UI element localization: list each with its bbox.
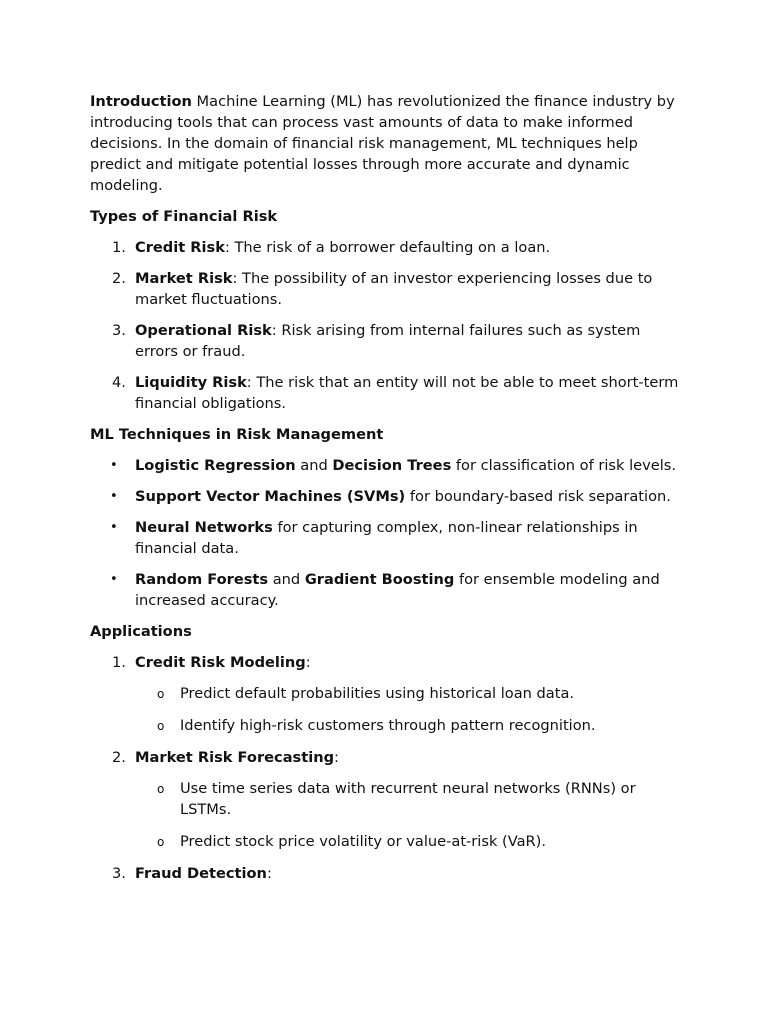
bullet-term: Random Forests bbox=[135, 571, 269, 588]
list-text: : The possibility of an investor experiencing losses due to market fluctuations. bbox=[135, 270, 653, 308]
types-heading: Types of Financial Risk bbox=[90, 208, 278, 225]
sub-bullet-icon: o bbox=[157, 687, 165, 701]
bullet-icon: • bbox=[110, 458, 118, 473]
list-term: Operational Risk bbox=[135, 322, 272, 339]
sub-list-item bbox=[90, 778, 682, 820]
list-item-fraud-detection bbox=[90, 863, 682, 884]
sub-list-item bbox=[90, 831, 682, 852]
intro-label: Introduction bbox=[90, 93, 192, 110]
list-suffix: : bbox=[334, 749, 339, 766]
list-term: Market Risk bbox=[135, 270, 233, 287]
sub-list-item bbox=[90, 683, 682, 704]
list-suffix: : bbox=[266, 865, 272, 882]
bullet-icon: • bbox=[110, 489, 118, 504]
intro-text: Machine Learning (ML) has revolutionized the finance industry by introducing tools that can process vast amounts of data to make informed decisions. In the domain of financial risk management, ML techniques help predict and mitigate potential losses through more accurate and dynamic modeling. bbox=[90, 93, 675, 194]
document-body bbox=[90, 91, 682, 894]
bullet-icon: • bbox=[110, 520, 118, 535]
bullet-text: for boundary-based risk separation. bbox=[405, 488, 671, 505]
techniques-heading: ML Techniques in Risk Management bbox=[90, 426, 384, 443]
bullet-joiner: and bbox=[268, 571, 305, 588]
list-number: 1. bbox=[112, 239, 126, 256]
list-term: Credit Risk bbox=[135, 239, 225, 256]
bullet-item-neural-networks bbox=[90, 517, 682, 559]
bullet-joiner: and bbox=[295, 457, 333, 474]
sub-list-text: Identify high-risk customers through pattern recognition. bbox=[180, 717, 596, 734]
bullet-item-random-forests bbox=[90, 569, 682, 611]
list-number: 2. bbox=[112, 749, 126, 766]
bullet-term: Decision Trees bbox=[332, 457, 452, 474]
list-item-liquidity-risk bbox=[90, 372, 682, 414]
sub-list-item bbox=[90, 715, 682, 736]
list-text: : The risk that an entity will not be able to meet short-term financial obligations. bbox=[135, 374, 679, 412]
bullet-term: Logistic Regression bbox=[135, 457, 296, 474]
list-number: 3. bbox=[112, 322, 126, 339]
bullet-term: Gradient Boosting bbox=[304, 571, 455, 588]
list-item-operational-risk bbox=[90, 320, 682, 362]
bullet-text: for classification of risk levels. bbox=[451, 457, 677, 474]
list-item-credit-risk bbox=[90, 237, 682, 258]
list-number: 3. bbox=[112, 865, 126, 882]
intro-paragraph bbox=[90, 91, 682, 196]
list-suffix: : bbox=[305, 654, 311, 671]
bullet-text: for capturing complex, non-linear relationships in financial data. bbox=[135, 519, 638, 557]
bullet-term: Neural Networks bbox=[135, 519, 273, 536]
bullet-term: Support Vector Machines (SVMs) bbox=[135, 488, 406, 505]
bullet-text: for ensemble modeling and increased accuracy. bbox=[135, 571, 660, 609]
sub-bullet-icon: o bbox=[157, 782, 165, 796]
list-term: Credit Risk Modeling bbox=[135, 654, 306, 671]
list-text: : The risk of a borrower defaulting on a loan. bbox=[224, 239, 551, 256]
list-number: 1. bbox=[112, 654, 126, 671]
list-number: 2. bbox=[112, 270, 126, 287]
sub-list-text: Use time series data with recurrent neural networks (RNNs) or LSTMs. bbox=[180, 780, 636, 818]
sub-bullet-icon: o bbox=[157, 719, 165, 733]
list-item-market-risk-forecasting bbox=[90, 747, 682, 768]
bullet-item-logistic-regression bbox=[90, 455, 682, 476]
list-item-credit-risk-modeling bbox=[90, 652, 682, 673]
list-term: Liquidity Risk bbox=[135, 374, 247, 391]
list-item-market-risk bbox=[90, 268, 682, 310]
bullet-icon: • bbox=[110, 572, 118, 587]
bullet-item-svm bbox=[90, 486, 682, 507]
sub-list-text: Predict stock price volatility or value-at-risk (VaR). bbox=[180, 833, 547, 850]
list-number: 4. bbox=[112, 374, 126, 391]
list-term: Market Risk Forecasting bbox=[135, 749, 335, 766]
applications-heading: Applications bbox=[90, 623, 192, 640]
list-term: Fraud Detection bbox=[135, 865, 267, 882]
sub-list-text: Predict default probabilities using historical loan data. bbox=[180, 685, 575, 702]
sub-bullet-icon: o bbox=[157, 835, 165, 849]
list-text: : Risk arising from internal failures such as system errors or fraud. bbox=[135, 322, 641, 360]
